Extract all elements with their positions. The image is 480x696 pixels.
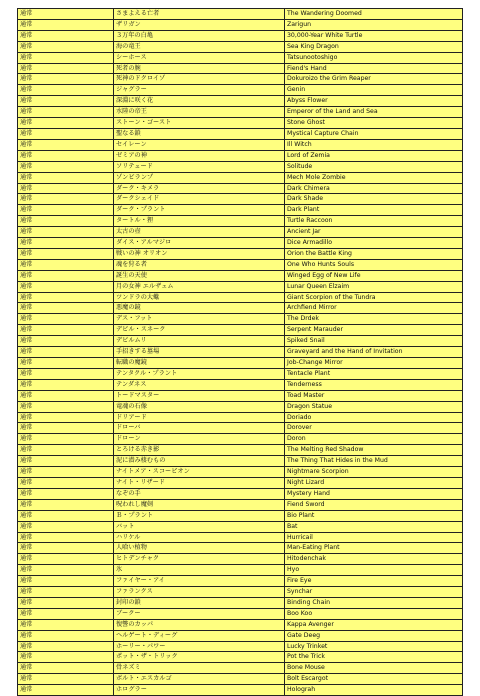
japanese-name-cell: ドリアード <box>114 412 285 423</box>
english-name-cell: Synchar <box>285 587 463 598</box>
english-name-cell: Tentacle Plant <box>285 368 463 379</box>
table-row <box>18 597 463 608</box>
english-name-cell: Fiend Sword <box>285 499 463 510</box>
english-name-cell: Ill Witch <box>285 139 463 150</box>
japanese-name-cell: 水陸の帝王 <box>114 107 285 118</box>
card-type-cell: 通常 <box>18 259 114 270</box>
card-type-cell: 通常 <box>18 390 114 401</box>
table-row <box>18 292 463 303</box>
japanese-name-cell: 魂を狩る者 <box>114 259 285 270</box>
table-row <box>18 543 463 554</box>
english-name-cell: Bolt Escargot <box>285 674 463 685</box>
table-row <box>18 270 463 281</box>
card-type-cell: 通常 <box>18 445 114 456</box>
table-row <box>18 183 463 194</box>
table-row <box>18 456 463 467</box>
card-type-cell: 通常 <box>18 85 114 96</box>
english-name-cell: Serpent Marauder <box>285 325 463 336</box>
table-row <box>18 412 463 423</box>
english-name-cell: Dice Armadillo <box>285 238 463 249</box>
japanese-name-cell: 復讐のカッパ <box>114 619 285 630</box>
english-name-cell: Dark Chimera <box>285 183 463 194</box>
english-name-cell: Nightmare Scorpion <box>285 467 463 478</box>
english-name-cell: Mystical Capture Chain <box>285 128 463 139</box>
card-type-cell: 通常 <box>18 488 114 499</box>
japanese-name-cell: シーホース <box>114 52 285 63</box>
table-row <box>18 74 463 85</box>
english-name-cell: Hurricail <box>285 532 463 543</box>
table-row <box>18 150 463 161</box>
english-name-cell: Giant Scorpion of the Tundra <box>285 292 463 303</box>
card-type-cell: 通常 <box>18 456 114 467</box>
japanese-name-cell: セイレーン <box>114 139 285 150</box>
card-type-cell: 通常 <box>18 19 114 30</box>
japanese-name-cell: ダークシェイド <box>114 194 285 205</box>
english-name-cell: Holograh <box>285 685 463 696</box>
card-type-cell: 通常 <box>18 118 114 129</box>
english-name-cell: 30,000-Year White Turtle <box>285 30 463 41</box>
card-type-cell: 通常 <box>18 597 114 608</box>
english-name-cell: Tatsunootoshigo <box>285 52 463 63</box>
table-row <box>18 281 463 292</box>
table-row <box>18 227 463 238</box>
table-row <box>18 379 463 390</box>
table-row <box>18 63 463 74</box>
card-type-cell: 通常 <box>18 52 114 63</box>
english-name-cell: Spiked Snail <box>285 336 463 347</box>
table-row <box>18 96 463 107</box>
card-type-cell: 通常 <box>18 238 114 249</box>
japanese-name-cell: ヒトデンチャク <box>114 554 285 565</box>
table-row <box>18 554 463 565</box>
japanese-name-cell: 人喰い植物 <box>114 543 285 554</box>
japanese-name-cell: ダーク・キメラ <box>114 183 285 194</box>
card-type-cell: 通常 <box>18 270 114 281</box>
english-name-cell: Solitude <box>285 161 463 172</box>
table-row <box>18 85 463 96</box>
table-row <box>18 358 463 369</box>
english-name-cell: The Wandering Doomed <box>285 9 463 20</box>
table-row <box>18 194 463 205</box>
card-type-cell: 通常 <box>18 554 114 565</box>
japanese-name-cell: 悪魔の鏡 <box>114 303 285 314</box>
japanese-name-cell: 手招きする墓場 <box>114 347 285 358</box>
card-name-table <box>17 8 463 696</box>
card-type-cell: 通常 <box>18 368 114 379</box>
english-name-cell: Graveyard and the Hand of Invitation <box>285 347 463 358</box>
japanese-name-cell: ダイス・アルマジロ <box>114 238 285 249</box>
card-type-cell: 通常 <box>18 74 114 85</box>
table-row <box>18 248 463 259</box>
english-name-cell: Sea King Dragon <box>285 41 463 52</box>
table-row <box>18 510 463 521</box>
card-type-cell: 通常 <box>18 292 114 303</box>
english-name-cell: Boo Koo <box>285 608 463 619</box>
english-name-cell: Lunar Queen Elzaim <box>285 281 463 292</box>
card-type-cell: 通常 <box>18 565 114 576</box>
english-name-cell: Zarigun <box>285 19 463 30</box>
japanese-name-cell: ファイヤー・アイ <box>114 576 285 587</box>
japanese-name-cell: テンタクル・プラント <box>114 368 285 379</box>
english-name-cell: Emperor of the Land and Sea <box>285 107 463 118</box>
japanese-name-cell: 誕生の天使 <box>114 270 285 281</box>
card-type-cell: 通常 <box>18 172 114 183</box>
english-name-cell: Toad Master <box>285 390 463 401</box>
english-name-cell: Bio Plant <box>285 510 463 521</box>
table-row <box>18 652 463 663</box>
table-row <box>18 445 463 456</box>
english-name-cell: Fiend's Hand <box>285 63 463 74</box>
card-type-cell: 通常 <box>18 107 114 118</box>
japanese-name-cell: とろける赤き影 <box>114 445 285 456</box>
card-type-cell: 通常 <box>18 423 114 434</box>
japanese-name-cell: さまよえる亡者 <box>114 9 285 20</box>
japanese-name-cell: ダーク・プラント <box>114 205 285 216</box>
table-row <box>18 368 463 379</box>
japanese-name-cell: バット <box>114 521 285 532</box>
card-type-cell: 通常 <box>18 663 114 674</box>
japanese-name-cell: 深淵に咲く花 <box>114 96 285 107</box>
card-type-cell: 通常 <box>18 281 114 292</box>
table-row <box>18 216 463 227</box>
english-name-cell: Orion the Battle King <box>285 248 463 259</box>
table-row <box>18 161 463 172</box>
table-row <box>18 139 463 150</box>
english-name-cell: Tenderness <box>285 379 463 390</box>
japanese-name-cell: ソリテュード <box>114 161 285 172</box>
card-type-cell: 通常 <box>18 248 114 259</box>
japanese-name-cell: なぞの手 <box>114 488 285 499</box>
card-type-cell: 通常 <box>18 336 114 347</box>
table-row <box>18 521 463 532</box>
english-name-cell: Job-Change Mirror <box>285 358 463 369</box>
table-row <box>18 565 463 576</box>
english-name-cell: Mech Mole Zombie <box>285 172 463 183</box>
japanese-name-cell: 泥に潜み棲むもの <box>114 456 285 467</box>
table-row <box>18 499 463 510</box>
table-row <box>18 303 463 314</box>
table-row <box>18 630 463 641</box>
japanese-name-cell: ゼミアの神 <box>114 150 285 161</box>
english-name-cell: Hitodenchak <box>285 554 463 565</box>
card-type-cell: 通常 <box>18 183 114 194</box>
japanese-name-cell: ハリケル <box>114 532 285 543</box>
table-row <box>18 390 463 401</box>
table-row <box>18 477 463 488</box>
table-row <box>18 325 463 336</box>
japanese-name-cell: ポット・ザ・トリック <box>114 652 285 663</box>
japanese-name-cell: ツンドラの大蠍 <box>114 292 285 303</box>
card-type-cell: 通常 <box>18 227 114 238</box>
card-type-cell: 通常 <box>18 358 114 369</box>
table-row <box>18 336 463 347</box>
table-row <box>18 9 463 20</box>
card-type-cell: 通常 <box>18 467 114 478</box>
table-row <box>18 205 463 216</box>
card-type-cell: 通常 <box>18 205 114 216</box>
card-type-cell: 通常 <box>18 477 114 488</box>
table-row <box>18 576 463 587</box>
card-type-cell: 通常 <box>18 150 114 161</box>
table-row <box>18 314 463 325</box>
table-row <box>18 488 463 499</box>
card-type-cell: 通常 <box>18 630 114 641</box>
card-type-cell: 通常 <box>18 412 114 423</box>
english-name-cell: Dokuroizo the Grim Reaper <box>285 74 463 85</box>
table-row <box>18 41 463 52</box>
english-name-cell: Abyss Flower <box>285 96 463 107</box>
card-type-cell: 通常 <box>18 41 114 52</box>
card-type-cell: 通常 <box>18 608 114 619</box>
table-row <box>18 259 463 270</box>
english-name-cell: Archfiend Mirror <box>285 303 463 314</box>
english-name-cell: The Thing That Hides in the Mud <box>285 456 463 467</box>
english-name-cell: Winged Egg of New Life <box>285 270 463 281</box>
english-name-cell: Kappa Avenger <box>285 619 463 630</box>
japanese-name-cell: ザリガン <box>114 19 285 30</box>
card-type-cell: 通常 <box>18 674 114 685</box>
table-row <box>18 52 463 63</box>
japanese-name-cell: 戦いの神 オリオン <box>114 248 285 259</box>
card-type-cell: 通常 <box>18 216 114 227</box>
table-row <box>18 128 463 139</box>
table-row <box>18 434 463 445</box>
card-type-cell: 通常 <box>18 641 114 652</box>
english-name-cell: Bat <box>285 521 463 532</box>
japanese-name-cell: ナイト・リザード <box>114 477 285 488</box>
english-name-cell: One Who Hunts Souls <box>285 259 463 270</box>
table-row <box>18 118 463 129</box>
japanese-name-cell: Ｂ・プラント <box>114 510 285 521</box>
card-type-cell: 通常 <box>18 194 114 205</box>
table-row <box>18 674 463 685</box>
table-row <box>18 172 463 183</box>
japanese-name-cell: 月の女神 エルザェム <box>114 281 285 292</box>
card-type-cell: 通常 <box>18 532 114 543</box>
card-type-cell: 通常 <box>18 510 114 521</box>
japanese-name-cell: 骨ネズミ <box>114 663 285 674</box>
card-type-cell: 通常 <box>18 128 114 139</box>
english-name-cell: Doriado <box>285 412 463 423</box>
english-name-cell: Bone Mouse <box>285 663 463 674</box>
table-row <box>18 619 463 630</box>
japanese-name-cell: ボルト・エスカルゴ <box>114 674 285 685</box>
english-name-cell: Night Lizard <box>285 477 463 488</box>
card-type-cell: 通常 <box>18 685 114 696</box>
japanese-name-cell: 氷 <box>114 565 285 576</box>
card-type-cell: 通常 <box>18 652 114 663</box>
card-type-cell: 通常 <box>18 325 114 336</box>
english-name-cell: Man-Eating Plant <box>285 543 463 554</box>
english-name-cell: Ancient Jar <box>285 227 463 238</box>
table-row <box>18 347 463 358</box>
english-name-cell: Dark Shade <box>285 194 463 205</box>
english-name-cell: Mystery Hand <box>285 488 463 499</box>
table-row <box>18 608 463 619</box>
english-name-cell: Genin <box>285 85 463 96</box>
japanese-name-cell: ジャグラー <box>114 85 285 96</box>
japanese-name-cell: ホーリー・パワー <box>114 641 285 652</box>
japanese-name-cell: ブークー <box>114 608 285 619</box>
english-name-cell: Hyo <box>285 565 463 576</box>
table-row <box>18 19 463 30</box>
english-name-cell: Dorover <box>285 423 463 434</box>
japanese-name-cell: ドローン <box>114 434 285 445</box>
english-name-cell: Lucky Trinket <box>285 641 463 652</box>
table-row <box>18 238 463 249</box>
card-type-cell: 通常 <box>18 587 114 598</box>
japanese-name-cell: 封印の鎖 <box>114 597 285 608</box>
english-name-cell: Stone Ghost <box>285 118 463 129</box>
japanese-name-cell: デス・フット <box>114 314 285 325</box>
japanese-name-cell: ３万年の白亀 <box>114 30 285 41</box>
table-row <box>18 685 463 696</box>
english-name-cell: Binding Chain <box>285 597 463 608</box>
card-type-cell: 通常 <box>18 401 114 412</box>
japanese-name-cell: 太古の壺 <box>114 227 285 238</box>
english-name-cell: Lord of Zemia <box>285 150 463 161</box>
japanese-name-cell: ゾンビランプ <box>114 172 285 183</box>
english-name-cell: Dragon Statue <box>285 401 463 412</box>
table-row <box>18 467 463 478</box>
card-type-cell: 通常 <box>18 347 114 358</box>
table-row <box>18 30 463 41</box>
japanese-name-cell: ファランクス <box>114 587 285 598</box>
english-name-cell: The Melting Red Shadow <box>285 445 463 456</box>
japanese-name-cell: ストーン・ゴースト <box>114 118 285 129</box>
english-name-cell: Doron <box>285 434 463 445</box>
japanese-name-cell: 竜魂の石像 <box>114 401 285 412</box>
table-row <box>18 587 463 598</box>
table-row <box>18 401 463 412</box>
japanese-name-cell: 聖なる鎖 <box>114 128 285 139</box>
japanese-name-cell: ナイトメア・スコーピオン <box>114 467 285 478</box>
japanese-name-cell: 死神のドクロイゾ <box>114 74 285 85</box>
japanese-name-cell: 転職の魔鏡 <box>114 358 285 369</box>
table-row <box>18 641 463 652</box>
card-type-cell: 通常 <box>18 521 114 532</box>
card-type-cell: 通常 <box>18 379 114 390</box>
card-type-cell: 通常 <box>18 314 114 325</box>
japanese-name-cell: デビル・スネーク <box>114 325 285 336</box>
card-type-cell: 通常 <box>18 499 114 510</box>
english-name-cell: Pot the Trick <box>285 652 463 663</box>
japanese-name-cell: タートル・狸 <box>114 216 285 227</box>
card-type-cell: 通常 <box>18 434 114 445</box>
japanese-name-cell: 呪われし魔剣 <box>114 499 285 510</box>
card-type-cell: 通常 <box>18 30 114 41</box>
english-name-cell: Fire Eye <box>285 576 463 587</box>
japanese-name-cell: テンダネス <box>114 379 285 390</box>
card-type-cell: 通常 <box>18 96 114 107</box>
table-row <box>18 532 463 543</box>
card-type-cell: 通常 <box>18 9 114 20</box>
japanese-name-cell: ホログラー <box>114 685 285 696</box>
card-type-cell: 通常 <box>18 576 114 587</box>
japanese-name-cell: 死者の腕 <box>114 63 285 74</box>
table-row <box>18 423 463 434</box>
japanese-name-cell: トードマスター <box>114 390 285 401</box>
card-type-cell: 通常 <box>18 161 114 172</box>
japanese-name-cell: デビルムリ <box>114 336 285 347</box>
japanese-name-cell: ドローバ <box>114 423 285 434</box>
card-type-cell: 通常 <box>18 303 114 314</box>
japanese-name-cell: 海の竜王 <box>114 41 285 52</box>
card-type-cell: 通常 <box>18 63 114 74</box>
card-name-table-body <box>18 9 463 696</box>
english-name-cell: The Drdek <box>285 314 463 325</box>
table-row <box>18 107 463 118</box>
english-name-cell: Gate Deeg <box>285 630 463 641</box>
japanese-name-cell: ヘルゲート・ディーグ <box>114 630 285 641</box>
card-type-cell: 通常 <box>18 619 114 630</box>
english-name-cell: Dark Plant <box>285 205 463 216</box>
card-type-cell: 通常 <box>18 543 114 554</box>
card-type-cell: 通常 <box>18 139 114 150</box>
english-name-cell: Turtle Raccoon <box>285 216 463 227</box>
